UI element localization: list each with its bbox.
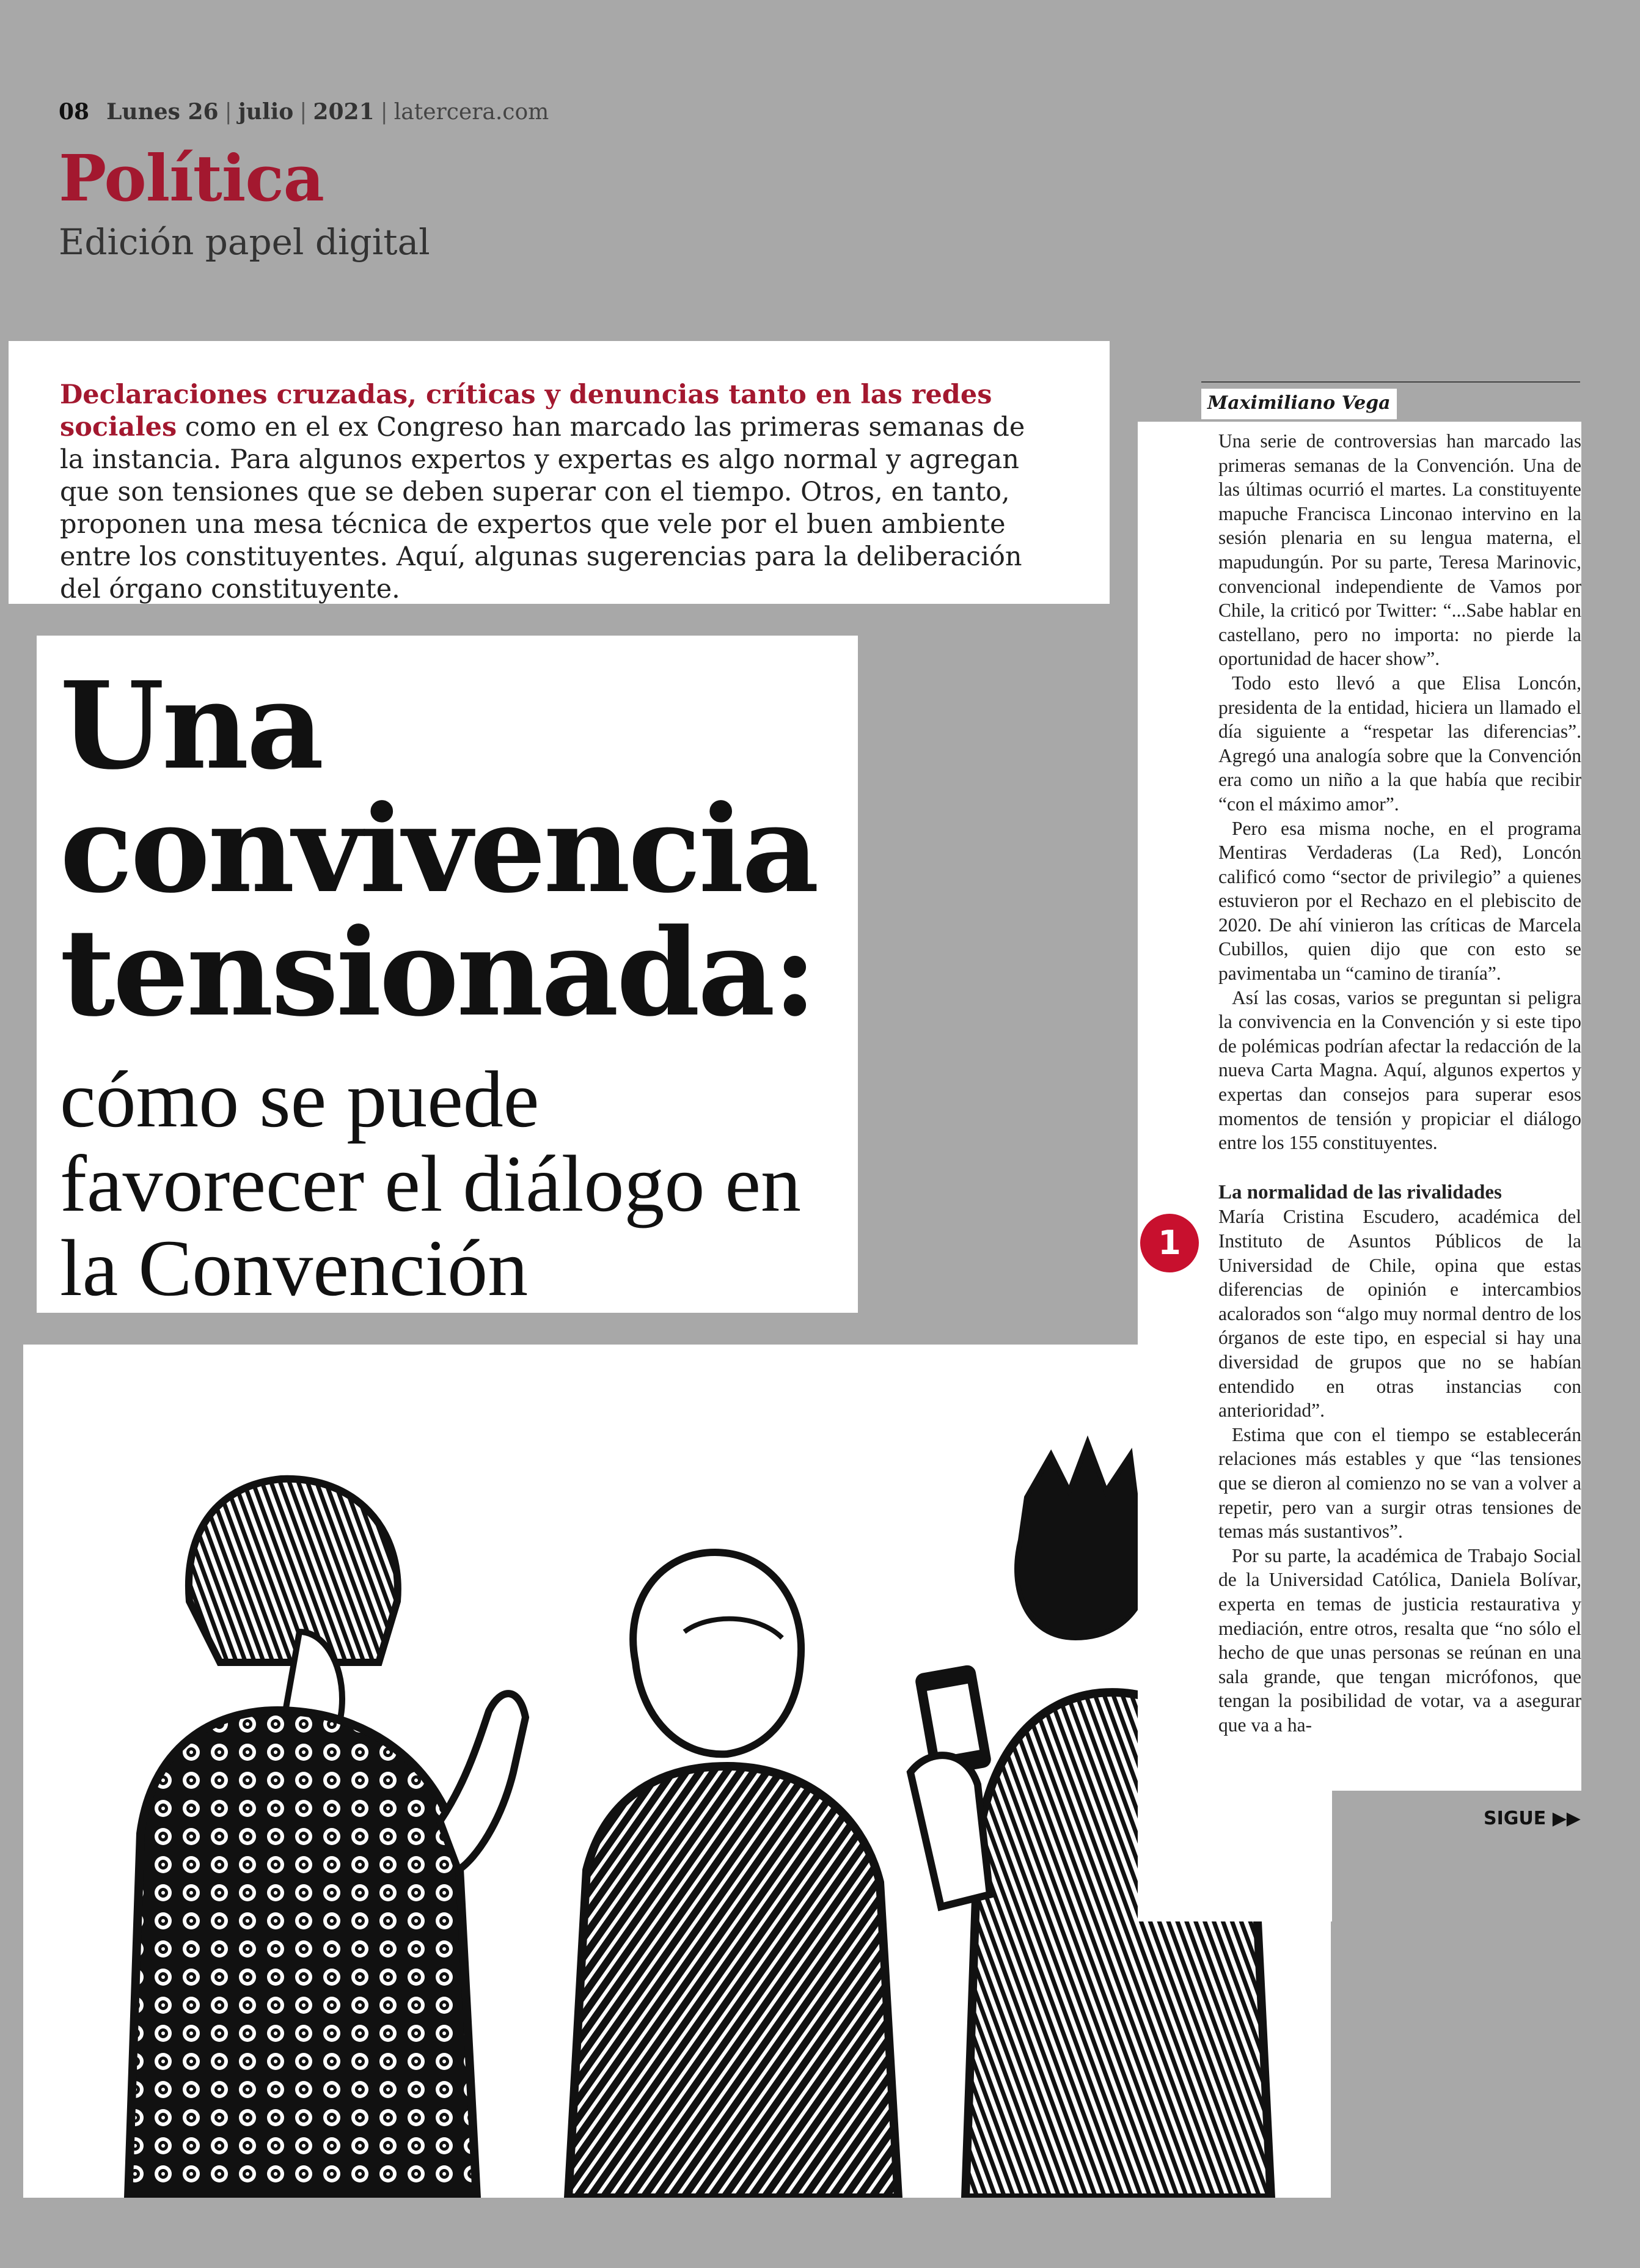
header-month: julio [238,99,294,125]
section-subtitle: Edición papel digital [59,221,430,263]
illustration-woodcut-three-people [37,1345,1295,2198]
page-header: 08 Lunes 26 | julio | 2021 | latercera.com [59,99,549,125]
headline-line-1: Una [60,656,322,796]
figure-woman [128,1479,525,2198]
article-paragraph: Todo esto llevó a que Elisa Loncón, presidenta de la entidad, hiciera un llamado el día siguiente a “respetar las diferencias”. Agregó una analogía sobre que la Convención era como un niño a la que había que recibir “con el máximo amor”. [1218,672,1581,815]
subheadline: cómo se puede favorecer el diálogo en la Convención [60,1054,802,1313]
section-title: Política [59,141,324,216]
headline-line-3: tensionada: [60,903,815,1043]
section-heading: La normalidad de las rivalidades [1218,1181,1502,1203]
article-paragraph: Pero esa misma noche, en el programa Mentiras Verdaderas (La Red), Loncón calificó como “sector de privilegio” a quienes estuvieron por el Rechazo en el plebiscito de 2020. De ahí vinieron las críticas de Marcela Cubillos, quien dijo que con esto se pavimentaba un “camino de tiranía”. [1218,817,1581,985]
article-body [1218,429,1581,1737]
section-number-badge: 1 [1140,1214,1199,1272]
article-column-box-lower [1138,1791,1332,1921]
lead-highlight: Declaraciones cruzadas, críticas y denuncias tanto en las redes sociales [60,380,992,442]
header-day: Lunes 26 [106,99,219,125]
header-year: 2021 [313,99,375,125]
header-site-link[interactable]: latercera.com [394,100,549,125]
article-paragraph: Así las cosas, varios se preguntan si peligra la convivencia en la Convención y si este tipo de polémicas podrían afectar la redacción de la nueva Carta Magna. Aquí, algunos expertos y expertas dan consejos para superar esos momentos de tensión y propiciar el diálogo entre los 155 constituyentes. [1218,986,1581,1154]
headline-line-2: convivencia [60,779,817,920]
article-paragraph: María Cristina Escudero, académica del Instituto de Asuntos Públicos de la Universidad de Chile, opina que estas diferencias de opinión e intercambios acalorados son “algo muy normal dentro de los órganos de este tipo, en especial si hay una diversidad de grupos que no se habían entendido en otras instancias con anterioridad”. [1218,1206,1581,1422]
article-paragraph: Estima que con el tiempo se establecerán relaciones más estables y que “las tensiones que se dieron al comienzo no se van a volver a repetir, pero van a surgir otras tensiones de temas más sustantivos”. [1218,1423,1581,1543]
byline-rule [1201,381,1580,383]
figure-bald-man [568,1552,898,2198]
article-paragraph: Una serie de controversias han marcado las primeras semanas de la Convención. Una de las últimas ocurrió el martes. La constituyente mapuche Francisca Linconao intervino en la sesión plenaria en su lengua materna, el mapudungún. Por su parte, Teresa Marinovic, convencional independiente de Vamos por Chile, la criticó por Twitter: “...Sabe hablar en castellano, pero no importa: no pierde la oportunidad de hacer show”. [1218,430,1581,670]
page-number: 08 [59,99,90,125]
article-paragraph: Por su parte, la académica de Trabajo Social de la Universidad Católica, Daniela Bolívar, experta en temas de justicia restaurativa y mediación, entre otros, resalta que “no sólo el hecho de que unas personas se reúnan en una sala grande, que tengan micrófonos, que tengan la posibilidad de votar, va a asegurar que va a ha- [1218,1544,1581,1736]
byline: Maximiliano Vega [1201,389,1397,419]
continue-link[interactable]: SIGUE ▶▶ [1484,1808,1581,1829]
lead-body: como en el ex Congreso han marcado las primeras semanas de la instancia. Para algunos expertos y expertas es algo normal y agregan que son tensiones que se deben superar con el tiempo. Otros, en tanto, proponen una mesa técnica de expertos que vele por el buen ambiente entre los constituyentes. Aquí, algunas sugerencias para la deliberación del órgano constituyente. [60,412,1025,604]
lead-paragraph [60,379,1050,606]
